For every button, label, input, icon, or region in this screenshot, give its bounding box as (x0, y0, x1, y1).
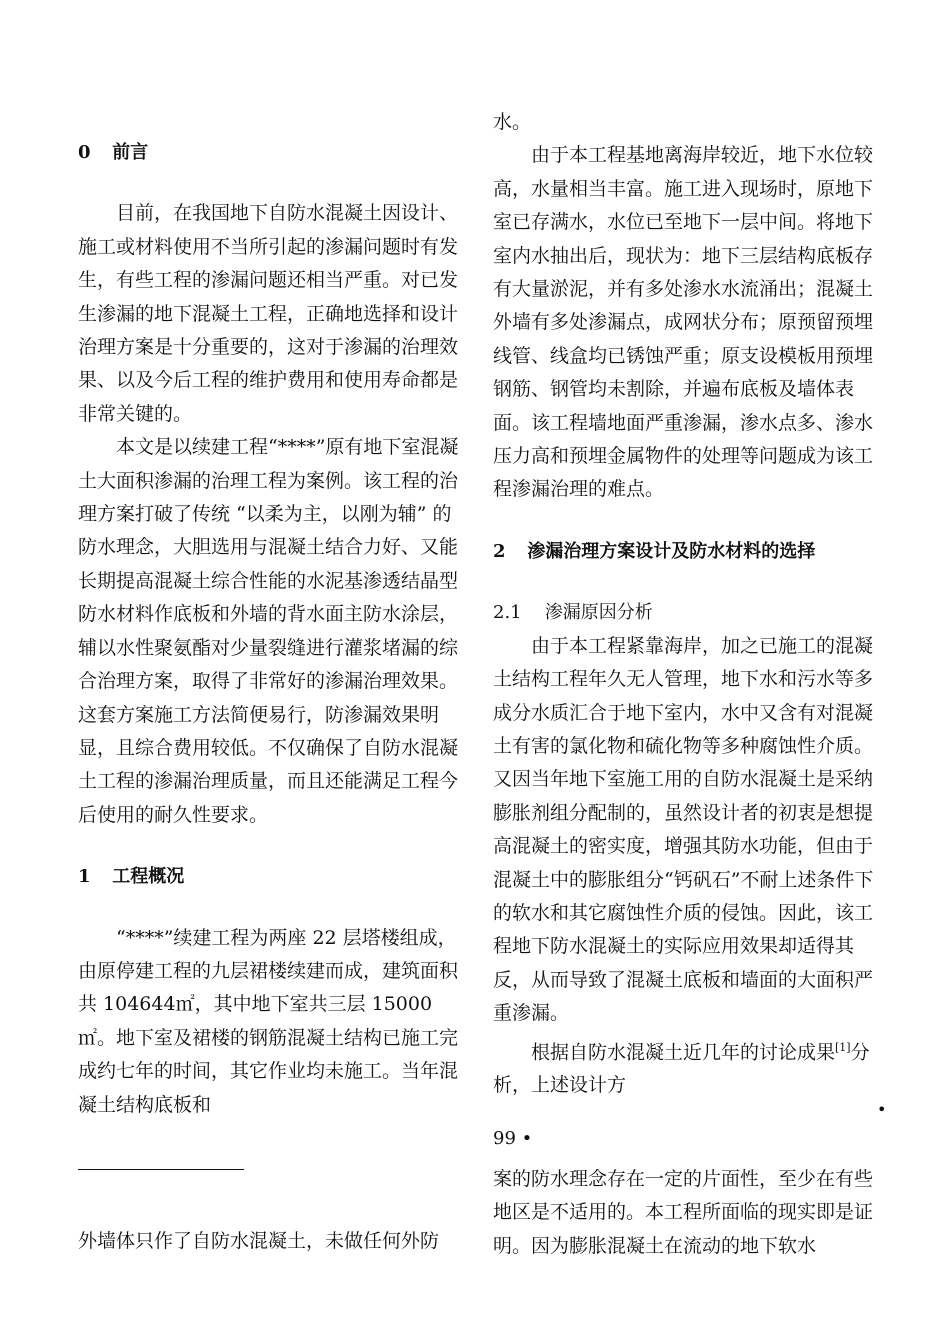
section-number: 1 (78, 866, 91, 888)
left-column (78, 136, 468, 1122)
subsection-title: 渗漏原因分析 (544, 602, 653, 624)
paragraph (493, 1031, 879, 1103)
paragraph: 由于本工程基地离海岸较近，地下水位较高，水量相当丰富。施工进入现场时，原地下室已存满水，水位已至地下一层中间。将地下室内水抽出后，现状为：地下三层结构底板存有大量淤泥，并有多处渗水水流涌出；混凝土外墙有多处渗漏点，成网状分布；原预留预埋线管、线盒均已锈蚀严重；原支设模板用预埋钢筋、钢管均未割除，并遍布底板及墙体表面。该工程墙地面严重渗漏，渗水点多、渗水压力高和预埋金属物件的处理等问题成为该工程渗漏治理的难点。 (493, 144, 874, 501)
section-title: 渗漏治理方案设计及防水材料的选择 (527, 540, 816, 562)
section-title: 前言 (112, 142, 149, 163)
section-heading-0 (78, 136, 468, 169)
paragraph: “****”续建工程为两座 22 层塔楼组成，由原停建工程的九层裙楼续建而成，建筑面积共 104644㎡，其中地下室共三层 15000㎡。地下室及裙楼的钢筋混凝土结构已施工完成约七年的时间，其它作业均未施工。当年混凝土结构底板和 (78, 926, 459, 1116)
paragraph: 目前，在我国地下自防水混凝土因设计、施工或材料使用不当所引起的渗漏问题时有发生，有些工程的渗漏问题还相当严重。对已发生渗漏的地下混凝土工程，正确地选择和设计治理方案是十分重要的，这对于渗漏的治理效果、以及今后工程的维护费用和使用寿命都是非常关键的。 (78, 202, 459, 425)
subsection-heading-2-1 (493, 596, 879, 629)
right-column (493, 106, 879, 1103)
paragraph-text: 分析，上述设计方 (493, 1040, 870, 1097)
bullet-dot: • (877, 1100, 887, 1119)
paragraph: 由于本工程紧靠海岸，加之已施工的混凝土结构工程年久无人管理，地下水和污水等多成分水质汇合于地下室内，水中又含有对混凝土有害的氯化物和硫化物等多种腐蚀性介质。又因当年地下室施工用的自防水混凝土是采纳膨胀剂组分配制的，虽然设计者的初衷是想提高混凝土的密实度，增强其防水功能，但由于混凝土中的膨胀组分“钙矾石”不耐上述条件下的软水和其它腐蚀性介质的侵蚀。因此，该工程地下防水混凝土的实际应用效果却适得其反，从而导致了混凝土底板和墙面的大面积严重渗漏。 (493, 634, 874, 1025)
section-heading-2 (493, 535, 879, 568)
spacer (78, 894, 468, 922)
paragraph: 本文是以续建工程“****”原有地下室混凝土大面积渗漏的治理工程为案例。该工程的治理方案打破了传统 “以柔为主，以刚为辅” 的防水理念，大胆选用与混凝土结合力好、又能长期提高混凝土综合性能的水泥基渗透结晶型防水材料作底板和外墙的背水面主防水涂层，辅以水性聚氨酯对少量裂缝进行灌浆堵漏的综合治理方案，取得了非常好的渗漏治理效果。这套方案施工方法简便易行，防渗漏效果明显，且综合费用较低。不仅确保了自防水混凝土工程的渗漏治理质量，而且还能满足工程今后使用的耐久性要求。 (78, 436, 459, 826)
section-heading-1 (78, 860, 468, 893)
spacer (493, 507, 879, 535)
continued-text-left: 外墙体只作了自防水混凝土，未做任何外防 (78, 1230, 440, 1252)
paragraph-text: 根据自防水混凝土近几年的讨论成果 (531, 1040, 836, 1063)
spacer (78, 832, 468, 860)
footnote-rule (78, 1169, 244, 1170)
page-number: 99 • (493, 1128, 533, 1149)
spacer (78, 169, 468, 197)
citation-ref: [1] (835, 1040, 851, 1054)
subsection-number: 2.1 (493, 602, 522, 624)
spacer (493, 568, 879, 596)
section-number: 2 (493, 540, 506, 562)
section-title: 工程概况 (112, 866, 185, 888)
continued-text-right: 案的防水理念存在一定的片面性，至少在有些地区是不适用的。本工程所面临的现实即是证明。因为膨胀混凝土在流动的地下软水 (493, 1168, 874, 1257)
section-number: 0 (78, 142, 91, 163)
paragraph-continuation: 水。 (493, 111, 532, 133)
